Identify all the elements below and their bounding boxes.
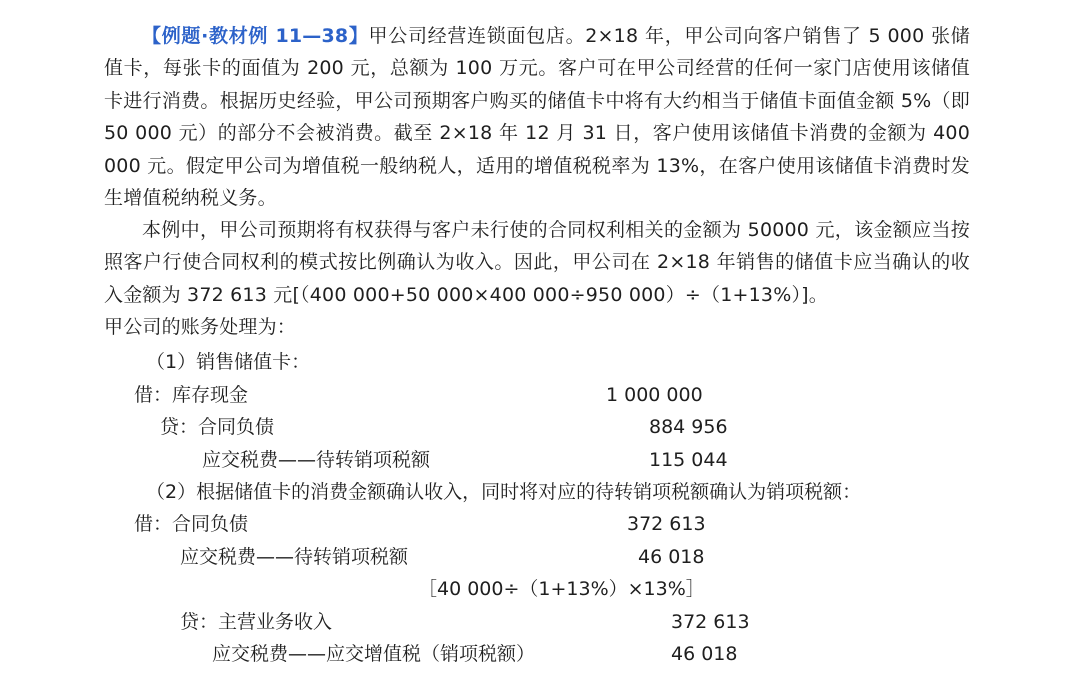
entry1-credit2-amount: 115 044: [649, 449, 728, 471]
entry1-credit2-account: 应交税费——待转销项税额: [202, 449, 431, 471]
example-heading: 【例题·教材例 11—38】: [142, 25, 369, 47]
entry1-credit-account: 贷：合同负债: [160, 416, 275, 438]
accounting-intro: 甲公司的账务处理为：: [104, 316, 297, 338]
analysis-paragraph: 本例中，甲公司预期将有权获得与客户未行使的合同权利相关的金额为 50000 元，该金额应当按照客户行使合同权利的模式按比例确认为收入。因此，甲公司在 2×18 年销售的储值卡应当确认的收入金额为 372 613 元[（400 000+50 000×400 000÷950 000）÷（1+13%）]。: [104, 219, 970, 306]
entry2-debit2-account: 应交税费——待转销项税额: [180, 546, 409, 568]
entry2-credit-account: 贷：主营业务收入: [180, 611, 333, 633]
example-text: 甲公司经营连锁面包店。2×18 年，甲公司向客户销售了 5 000 张储值卡，每张卡的面值为 200 元，总额为 100 万元。客户可在甲公司经营的任何一家门店使用该储值卡进行消费。根据历史经验，甲公司预期客户购买的储值卡中将有大约相当于储值卡面值金额 5%（即 50 000 元）的部分不会被消费。截至 2×18 年 12 月 31 日，客户使用该储值卡消费的金额为 400 000 元。假定甲公司为增值税一般纳税人，适用的增值税税率为 13%，在客户使用该储值卡消费时发生增值税纳税义务。: [104, 25, 971, 210]
entry2-credit2-amount: 46 018: [671, 643, 738, 665]
entry2-credit2-account: 应交税费——应交增值税（销项税额）: [212, 643, 536, 665]
entry2-credit-amount: 372 613: [671, 611, 750, 633]
entry1-credit-amount: 884 956: [649, 416, 728, 438]
entry2-debit-amount: 372 613: [627, 513, 706, 535]
example-paragraph: [104, 20, 970, 214]
entry1-debit-amount: 1 000 000: [606, 384, 703, 406]
entry1-title: （1）销售储值卡：: [146, 351, 311, 373]
entry2-formula: ［40 000÷（1+13%）×13%］: [418, 578, 705, 600]
entry2-debit-account: 借：合同负债: [134, 513, 249, 535]
entry1-debit-account: 借：库存现金: [134, 384, 249, 406]
entry2-title: （2）根据储值卡的消费金额确认收入，同时将对应的待转销项税额确认为销项税额：: [146, 481, 862, 503]
entry2-debit2-amount: 46 018: [638, 546, 705, 568]
